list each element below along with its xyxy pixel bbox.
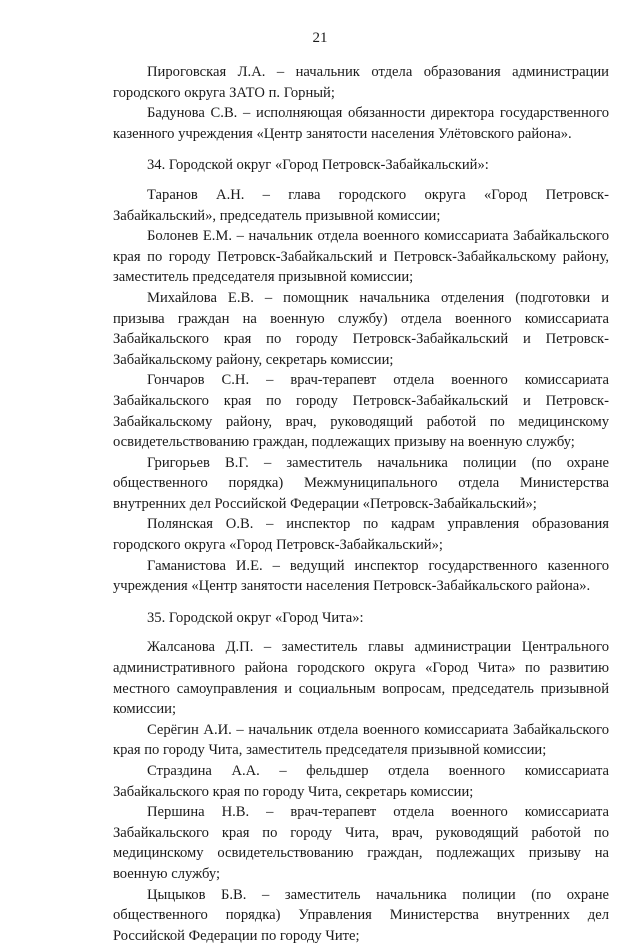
document-body xyxy=(113,62,609,946)
member-entry: Таранов А.Н. – глава городского округа «Город Петровск-Забайкальский», председатель призывной комиссии; xyxy=(113,186,609,224)
member-entry: Гаманистова И.Е. – ведущий инспектор государственного казенного учреждения «Центр занятости населения Петровск-Забайкальского района». xyxy=(113,557,609,595)
section-heading: 35. Городской округ «Город Чита»: xyxy=(147,609,364,626)
member-entry: Полянская О.В. – инспектор по кадрам управления образования городского округа «Город Петровск-Забайкальский»; xyxy=(113,516,609,554)
member-entry: Болонев Е.М. – начальник отдела военного комиссариата Забайкальского края по городу Петровск-Забайкальский и Петровск-Забайкальскому району, заместитель председателя призывной комиссии; xyxy=(113,228,609,286)
section-heading: 34. Городской округ «Город Петровск-Забайкальский»: xyxy=(147,157,489,174)
member-entry: Страздина А.А. – фельдшер отдела военного комиссариата Забайкальского края по городу Чита, секретарь комиссии; xyxy=(113,763,609,800)
member-entry: Цыцыков Б.В. – заместитель начальника полиции (по охране общественного порядка) Управления Министерства внутренних дел Российской Федерации по городу Чите; xyxy=(113,886,609,944)
member-entry: Гончаров С.Н. – врач-терапевт отдела военного комиссариата Забайкальского края по городу Петровск-Забайкальский и Петровск-Забайкальскому району, врач, руководящий работой по медицинскому освидетельствованию граждан, подлежащих призыву на военную службу; xyxy=(113,372,609,451)
member-entry: Жалсанова Д.П. – заместитель главы администрации Центрального административного района городского округа «Город Чита» по развитию местного самоуправления и социальным вопросам, председатель призывной комиссии; xyxy=(113,639,609,718)
member-entry: Бадунова С.В. – исполняющая обязанности директора государственного казенного учреждения «Центр занятости населения Улётовского района». xyxy=(113,105,609,142)
page-number: 21 xyxy=(312,30,328,46)
member-entry: Пироговская Л.А. – начальник отдела образования администрации городского округа ЗАТО п. Горный; xyxy=(113,64,609,101)
member-entry: Григорьев В.Г. – заместитель начальника полиции (по охране общественного порядка) Межмуниципального отдела Министерства внутренних дел Российской Федерации «Петровск-Забайкальский»; xyxy=(113,454,609,512)
member-entry: Першина Н.В. – врач-терапевт отдела военного комиссариата Забайкальского края по городу Чита, врач, руководящий работой по медицинскому освидетельствованию граждан, подлежащих призыву на военную службу; xyxy=(113,804,609,882)
member-entry: Серёгин А.И. – начальник отдела военного комиссариата Забайкальского края по городу Чита, заместитель председателя призывной комиссии; xyxy=(113,721,609,759)
member-entry: Михайлова Е.В. – помощник начальника отделения (подготовки и призыва граждан на военную службу) отдела военного комиссариата Забайкальского края по городу Петровск-Забайкальский и Петровск-Забайкальскому району, секретарь комиссии; xyxy=(113,289,609,368)
